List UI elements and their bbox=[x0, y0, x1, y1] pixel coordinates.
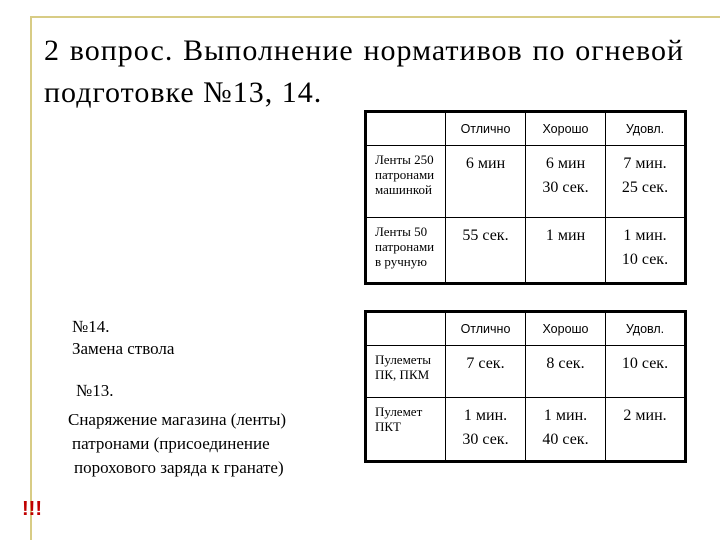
row-label-line: машинкой bbox=[375, 182, 432, 197]
row-label bbox=[366, 346, 446, 398]
header-empty bbox=[366, 112, 446, 146]
cell-value: 6 мин bbox=[545, 155, 586, 172]
cell-value: 30 сек. bbox=[542, 179, 589, 196]
row-label-line: ПКТ bbox=[375, 419, 401, 434]
row-label-line: ПК, ПКМ bbox=[375, 367, 430, 382]
cell-value: 7 сек. bbox=[466, 355, 505, 372]
cell-value: 1 мин. bbox=[463, 407, 508, 424]
cell-satisfactory bbox=[606, 146, 686, 218]
cell-value: 1 мин bbox=[545, 227, 586, 244]
item-14-number: №14. bbox=[72, 317, 110, 336]
item-13-line: порохового заряда к гранате) bbox=[74, 458, 284, 477]
row-label-line: патронами bbox=[375, 239, 435, 254]
cell-value: 40 сек. bbox=[542, 431, 589, 448]
cell-satisfactory bbox=[606, 346, 686, 398]
cell-value: 30 сек. bbox=[462, 431, 509, 448]
cell-excellent bbox=[446, 218, 526, 284]
row-label-line: патронами bbox=[375, 167, 435, 182]
header-satisfactory: Удовл. bbox=[606, 112, 686, 146]
cell-good bbox=[526, 146, 606, 218]
row-label-line: Ленты 250 bbox=[375, 152, 434, 167]
cell-value: 7 мин. bbox=[623, 155, 667, 172]
cell-value: 25 сек. bbox=[621, 179, 669, 196]
item-13-line: патронами (присоединение bbox=[72, 434, 270, 453]
cell-value: 1 мин. bbox=[623, 227, 667, 244]
row-label bbox=[366, 218, 446, 284]
cell-value: 8 сек. bbox=[546, 355, 585, 372]
table-row bbox=[366, 346, 686, 398]
item-13-line: Снаряжение магазина (ленты) bbox=[68, 410, 287, 429]
cell-satisfactory bbox=[606, 218, 686, 284]
table-row bbox=[366, 146, 686, 218]
standards-table-14 bbox=[364, 310, 687, 463]
header-empty bbox=[366, 312, 446, 346]
warning-marks: !!! bbox=[22, 498, 42, 520]
table-row bbox=[366, 218, 686, 284]
cell-excellent bbox=[446, 398, 526, 462]
decorative-vertical-rule bbox=[30, 16, 32, 540]
cell-value: 6 мин bbox=[465, 155, 506, 172]
table-header-row bbox=[366, 112, 686, 146]
slide-title: 2 вопрос. Выполнение нормативов по огневой подготовке №13, 14. bbox=[44, 34, 684, 109]
decorative-horizontal-rule bbox=[30, 16, 720, 18]
cell-good bbox=[526, 398, 606, 462]
row-label-line: в ручную bbox=[375, 254, 427, 269]
row-label-line: Ленты 50 bbox=[375, 224, 428, 239]
table-header-row bbox=[366, 312, 686, 346]
header-excellent: Отлично bbox=[446, 312, 526, 346]
cell-good bbox=[526, 346, 606, 398]
item-14-text: Замена ствола bbox=[72, 339, 175, 358]
row-label-line: Пулемет bbox=[375, 404, 423, 419]
cell-value: 1 мин. bbox=[543, 407, 588, 424]
cell-value: 2 мин. bbox=[623, 407, 667, 424]
table-row bbox=[366, 398, 686, 462]
cell-excellent bbox=[446, 146, 526, 218]
cell-value: 10 сек. bbox=[621, 355, 669, 372]
header-satisfactory: Удовл. bbox=[606, 312, 686, 346]
row-label bbox=[366, 398, 446, 462]
cell-excellent bbox=[446, 346, 526, 398]
row-label-line: Пулеметы bbox=[375, 352, 431, 367]
item-13-number: №13. bbox=[76, 381, 114, 400]
header-good: Хорошо bbox=[526, 312, 606, 346]
cell-satisfactory bbox=[606, 398, 686, 462]
row-label bbox=[366, 146, 446, 218]
header-excellent: Отлично bbox=[446, 112, 526, 146]
cell-value: 10 сек. bbox=[621, 251, 669, 268]
cell-good bbox=[526, 218, 606, 284]
standards-table-13 bbox=[364, 110, 687, 285]
cell-value: 55 сек. bbox=[462, 227, 509, 244]
header-good: Хорошо bbox=[526, 112, 606, 146]
